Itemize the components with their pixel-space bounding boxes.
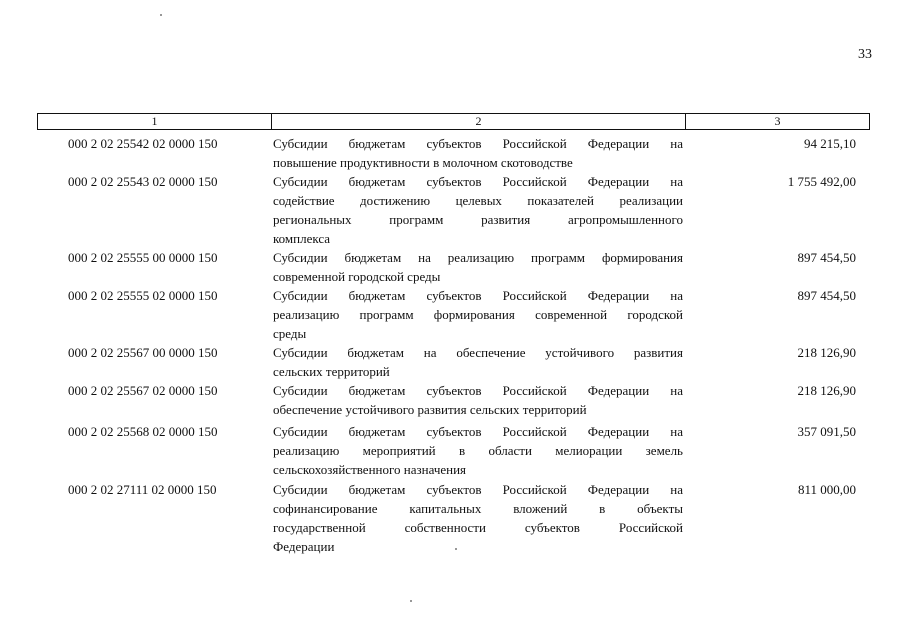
row-description [273, 422, 683, 479]
row-description [273, 172, 683, 248]
scan-speck [160, 14, 162, 16]
description-line: Субсидии бюджетам субъектов Российской Федерации на [273, 174, 683, 189]
description-line: Субсидии бюджетам субъектов Российской Федерации на [273, 383, 683, 398]
amount-value: 1 755 492,00 [787, 174, 856, 189]
amount-value: 218 126,90 [797, 383, 856, 398]
description-line: Субсидии бюджетам субъектов Российской Федерации на [273, 482, 683, 497]
description-line: Субсидии бюджетам субъектов Российской Федерации на [273, 424, 683, 439]
table-row [37, 248, 870, 286]
table-row [37, 343, 870, 381]
description-line: среды [273, 326, 307, 341]
budget-code: 000 2 02 25543 02 0000 150 [68, 174, 218, 189]
row-description [273, 343, 683, 381]
description-line: реализацию мероприятий в области мелиорации земель [273, 443, 683, 458]
amount-value: 897 454,50 [797, 250, 856, 265]
table-row [37, 480, 870, 556]
description-line: реализацию программ формирования современной городской [273, 307, 683, 322]
row-description [273, 286, 683, 343]
table-row [37, 381, 870, 419]
description-line: повышение продуктивности в молочном скотоводстве [273, 155, 573, 170]
description-line: государственной собственности субъектов Российской [273, 520, 683, 535]
table-header-column-3: 3 [774, 114, 781, 128]
table-header-column-2: 2 [272, 114, 686, 129]
budget-code: 000 2 02 25555 00 0000 150 [68, 250, 218, 265]
amount-value: 218 126,90 [797, 345, 856, 360]
description-line: Субсидии бюджетам субъектов Российской Федерации на [273, 288, 683, 303]
table-header-row [37, 113, 870, 130]
description-line: содействие достижению целевых показателей реализации [273, 193, 683, 208]
page-number: 33 [858, 47, 872, 62]
amount-value: 94 215,10 [804, 136, 856, 151]
amount-value: 897 454,50 [797, 288, 856, 303]
description-line: Федерации [273, 539, 335, 554]
budget-code: 000 2 02 25568 02 0000 150 [68, 424, 218, 439]
description-line: Субсидии бюджетам на обеспечение устойчивого развития [273, 345, 683, 360]
row-description [273, 381, 683, 419]
description-line: современной городской среды [273, 269, 441, 284]
description-line: софинансирование капитальных вложений в объекты [273, 501, 683, 516]
description-line: Субсидии бюджетам субъектов Российской Федерации на [273, 136, 683, 151]
budget-code: 000 2 02 25555 02 0000 150 [68, 288, 218, 303]
scan-speck [455, 548, 457, 550]
scan-speck [410, 600, 412, 602]
description-line: региональных программ развития агропромышленного [273, 212, 683, 227]
description-line: комплекса [273, 231, 331, 246]
amount-value: 811 000,00 [797, 482, 856, 497]
budget-code: 000 2 02 27111 02 0000 150 [68, 482, 217, 497]
table-row [37, 134, 870, 172]
description-line: обеспечение устойчивого развития сельских территорий [273, 402, 587, 417]
description-line: сельских территорий [273, 364, 390, 379]
row-description [273, 480, 683, 556]
amount-value: 357 091,50 [797, 424, 856, 439]
table-row [37, 422, 870, 479]
row-description [273, 248, 683, 286]
table-row [37, 286, 870, 343]
description-line: Субсидии бюджетам на реализацию программ формирования [273, 250, 683, 265]
table-row [37, 172, 870, 248]
budget-code: 000 2 02 25542 02 0000 150 [68, 136, 218, 151]
row-description [273, 134, 683, 172]
table-header-column-1: 1 [38, 114, 272, 129]
budget-code: 000 2 02 25567 02 0000 150 [68, 383, 218, 398]
budget-code: 000 2 02 25567 00 0000 150 [68, 345, 218, 360]
description-line: сельскохозяйственного назначения [273, 462, 467, 477]
